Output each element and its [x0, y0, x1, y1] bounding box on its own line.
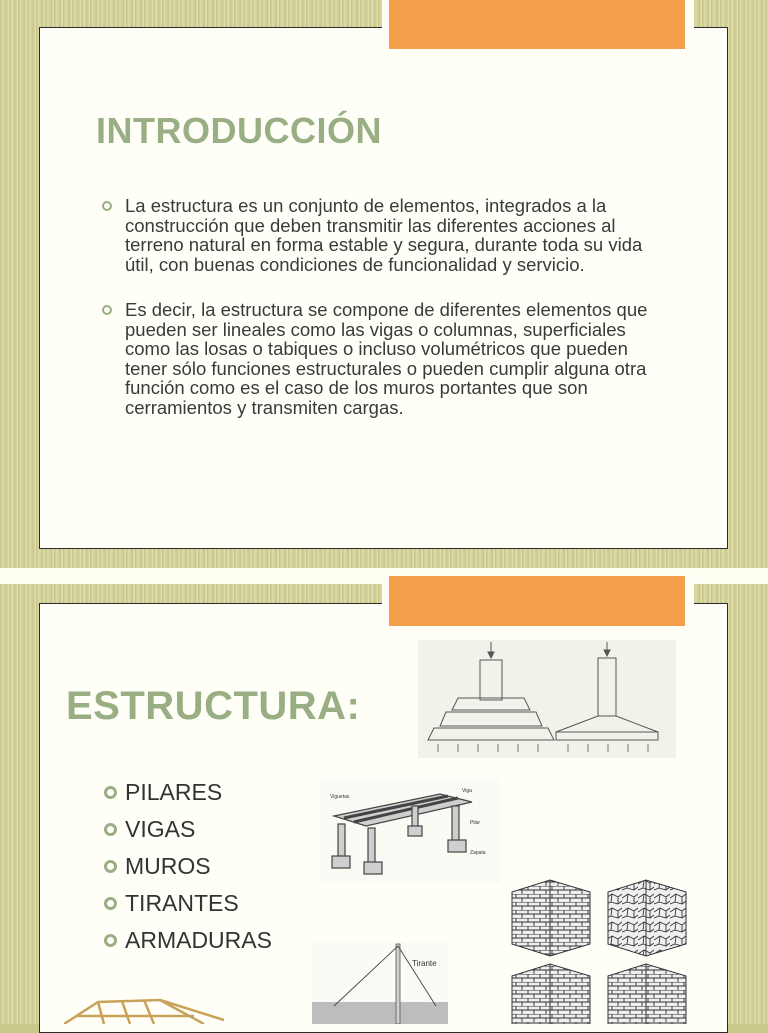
slide1-title: INTRODUCCIÓN — [96, 110, 382, 151]
slide1-orange-tab — [389, 0, 685, 49]
slide2-title: ESTRUCTURA: — [66, 684, 361, 728]
bullet-circle-icon — [102, 201, 112, 211]
item-vigas: VIGAS — [104, 811, 272, 848]
item-pilares: PILARES — [104, 774, 272, 811]
tirante-illustration — [312, 942, 448, 1024]
bullet-circle-icon — [104, 897, 117, 910]
item-tirantes: TIRANTES — [104, 885, 272, 922]
bullet-circle-icon — [104, 934, 117, 947]
beam-frame-illustration — [320, 778, 500, 883]
slide2-orange-tab — [389, 576, 685, 626]
item-muros: MUROS — [104, 848, 272, 885]
slide2-tab-frame — [382, 576, 694, 633]
slide1-bullet-list — [100, 196, 660, 443]
label-pilar: Pilar — [470, 820, 481, 826]
slide2-item-list — [104, 774, 272, 959]
footings-illustration — [418, 640, 676, 758]
item-armaduras: ARMADURAS — [104, 922, 272, 959]
roof-truss-illustration — [64, 996, 234, 1024]
slide1-tab-frame — [382, 0, 694, 57]
slide1-paragraph-2: Es decir, la estructura se compone de diferentes elementos que pueden ser lineales como las vigas o columnas, superficiales como las losas o tabiques o incluso volumétricos que pueden tener sólo funciones estructurales o pueden cumplir alguna otra función como es el caso de los muros portantes que son cerramientos y transmiten cargas. — [100, 300, 660, 417]
bullet-circle-icon — [104, 786, 117, 799]
label-tirante: Tirante — [412, 959, 437, 968]
slide1-paragraph-1: La estructura es un conjunto de elementos, integrados a la construcción que deben transmitir las diferentes acciones al terreno natural en forma estable y segura, durante toda su vida útil, con buenas condiciones de funcionalidad y servicio. — [100, 196, 660, 274]
masonry-walls-illustration — [510, 878, 690, 1024]
label-viga: Viga — [462, 788, 472, 794]
svg-text:Viguetas: Viguetas — [330, 794, 350, 800]
bullet-circle-icon — [102, 305, 112, 315]
bullet-circle-icon — [104, 860, 117, 873]
label-zapata: Zapata — [470, 850, 486, 856]
bullet-circle-icon — [104, 823, 117, 836]
